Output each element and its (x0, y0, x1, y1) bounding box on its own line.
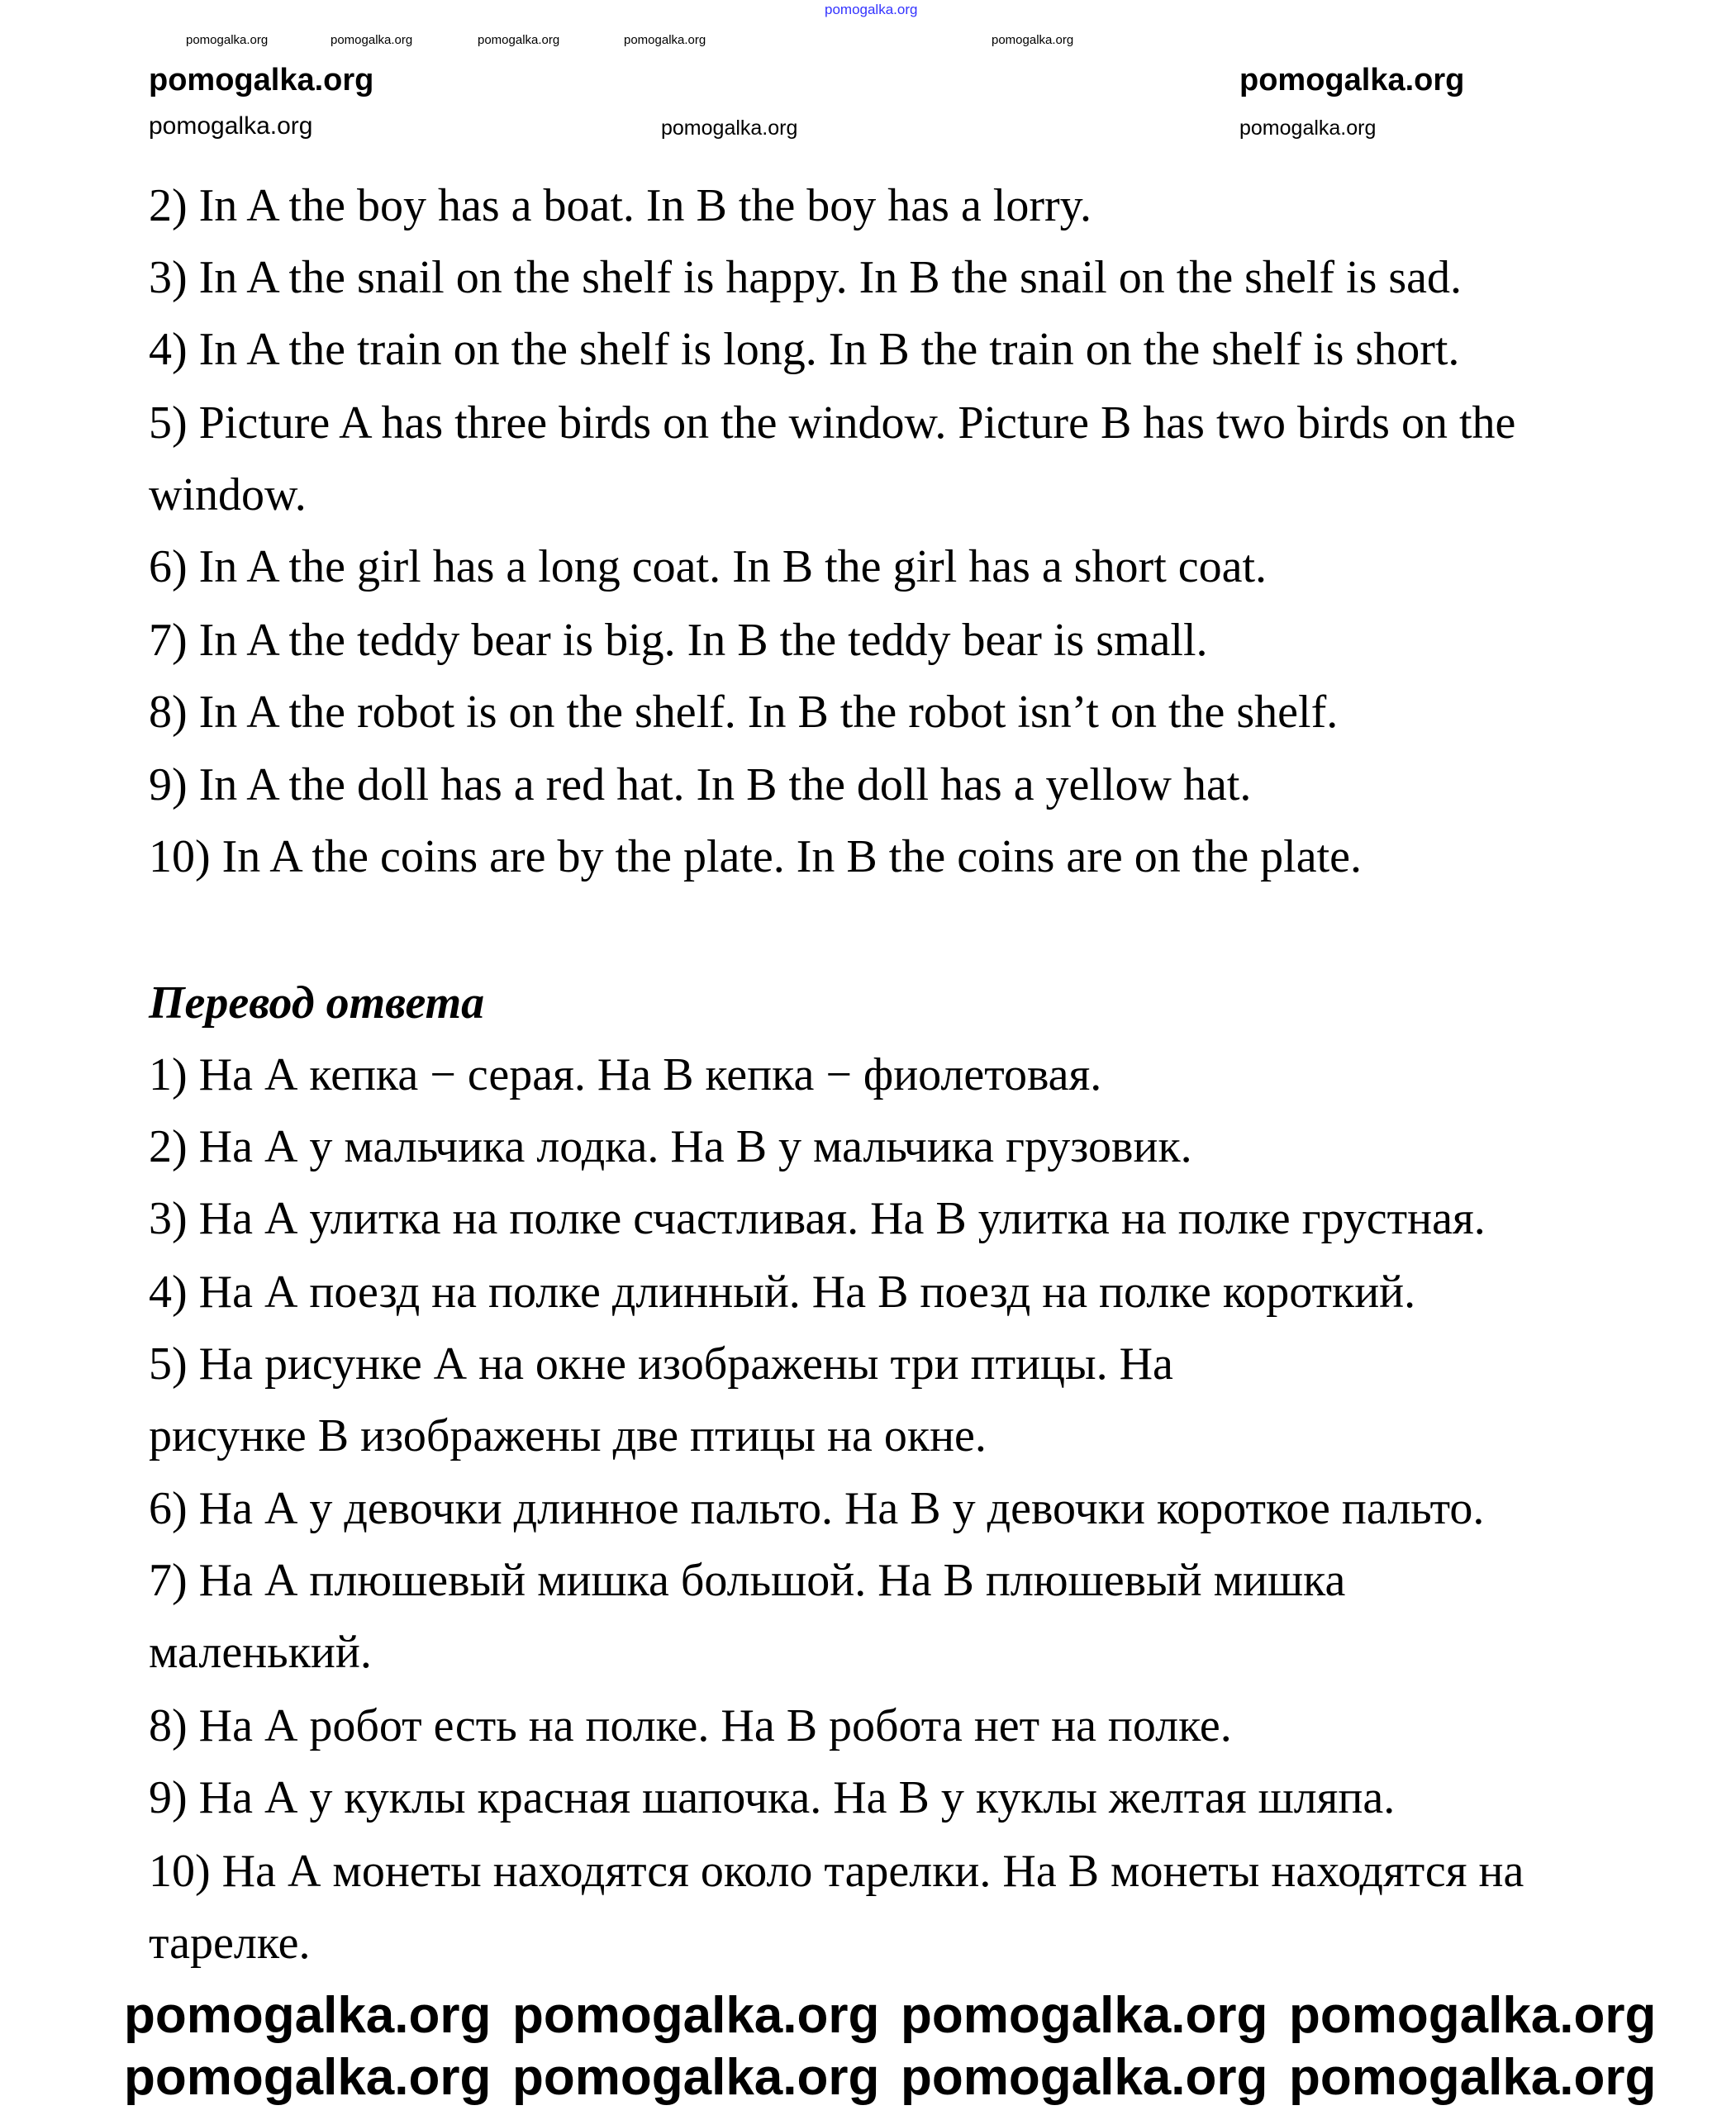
english-line: 5) Picture A has three birds on the window. Picture B has two birds on the (149, 397, 1516, 449)
watermark: pomogalka.org (1289, 2049, 1657, 2106)
watermark: pomogalka.org (1239, 63, 1465, 97)
watermark: pomogalka.org (661, 116, 798, 140)
russian-line: 1) На А кепка − серая. На В кепка − фиолетовая. (149, 1049, 1102, 1100)
watermark: pomogalka.org (624, 33, 706, 47)
english-line: 9) In A the doll has a red hat. In B the doll has a yellow hat. (149, 759, 1252, 810)
russian-line: 6) На А у девочки длинное пальто. На В у девочки короткое пальто. (149, 1483, 1485, 1534)
watermark: pomogalka.org (149, 112, 313, 140)
watermark: pomogalka.org (901, 1987, 1268, 2044)
english-line: 10) In A the coins are by the plate. In B the coins are on the plate. (149, 831, 1363, 882)
watermark: pomogalka.org (478, 33, 560, 47)
russian-line: 10) На А монеты находятся около тарелки. На В монеты находятся на (149, 1846, 1524, 1897)
watermark: pomogalka.org (992, 33, 1074, 47)
russian-line: 9) На А у куклы красная шапочка. На В у куклы желтая шляпа. (149, 1772, 1396, 1823)
russian-line: 3) На А улитка на полке счастливая. На В улитка на полке грустная. (149, 1193, 1486, 1244)
russian-line: 8) На А робот есть на полке. На В робота нет на полке. (149, 1700, 1232, 1751)
watermark: pomogalka.org (512, 2049, 880, 2106)
watermark: pomogalka.org (124, 2049, 492, 2106)
russian-line: 4) На А поезд на полке длинный. На В поезд на полке короткий. (149, 1267, 1416, 1318)
watermark: pomogalka.org (901, 2049, 1268, 2106)
watermark: pomogalka.org (124, 1987, 492, 2044)
english-line: window. (149, 469, 307, 520)
watermark: pomogalka.org (512, 1987, 880, 2044)
english-line: 4) In A the train on the shelf is long. In B the train on the shelf is short. (149, 324, 1460, 375)
watermark: pomogalka.org (186, 33, 269, 47)
english-line: 7) In A the teddy bear is big. In B the teddy bear is small. (149, 615, 1208, 666)
english-line: 3) In A the snail on the shelf is happy. In B the snail on the shelf is sad. (149, 252, 1463, 303)
translation-heading: Перевод ответа (149, 977, 485, 1029)
watermark: pomogalka.org (1239, 116, 1377, 140)
russian-line: маленький. (149, 1627, 372, 1678)
watermark: pomogalka.org (1289, 1987, 1657, 2044)
english-line: 6) In A the girl has a long coat. In B the girl has a short coat. (149, 541, 1268, 592)
watermark-top: pomogalka.org (825, 2, 918, 17)
russian-line: 5) На рисунке А на окне изображены три птицы. На (149, 1338, 1173, 1390)
english-line: 2) In A the boy has a boat. In B the boy has a lorry. (149, 180, 1092, 231)
english-line: 8) In A the robot is on the shelf. In B the robot isn’t on the shelf. (149, 687, 1339, 738)
russian-line: тарелке. (149, 1918, 311, 1969)
russian-line: 2) На А у мальчика лодка. На В у мальчика грузовик. (149, 1121, 1192, 1172)
russian-line: рисунке В изображены две птицы на окне. (149, 1410, 987, 1461)
russian-line: 7) На А плюшевый мишка большой. На В плюшевый мишка (149, 1555, 1346, 1606)
watermark: pomogalka.org (331, 33, 413, 47)
watermark: pomogalka.org (149, 63, 374, 97)
